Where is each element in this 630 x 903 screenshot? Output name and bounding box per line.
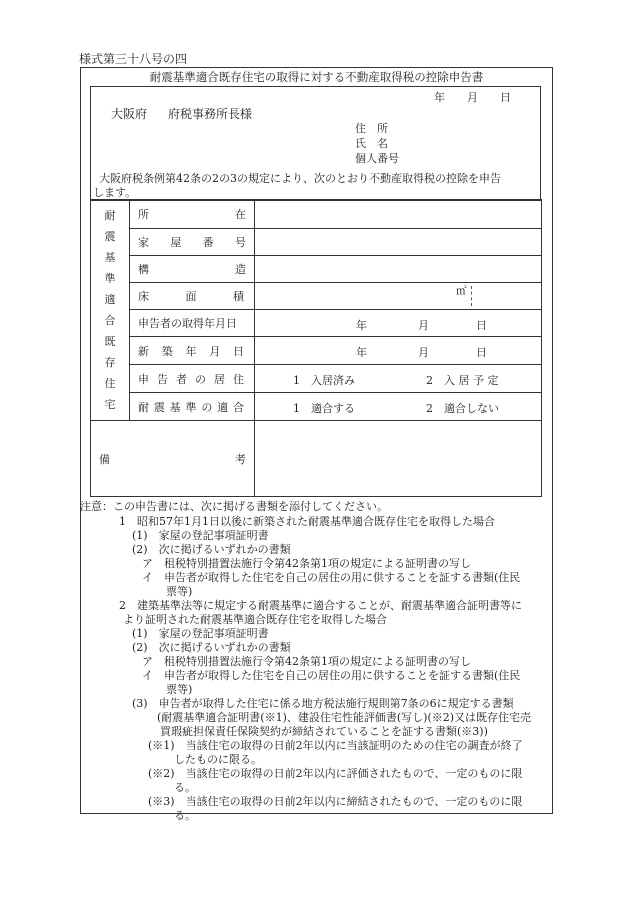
row-label-floor-area (130, 283, 255, 310)
label-char: 新 (138, 344, 149, 358)
label-char: 準 (185, 400, 197, 414)
section-label-char: 耐 (104, 209, 116, 222)
address-field-label[interactable]: 住 所 (355, 122, 388, 135)
label-char: 基 (169, 400, 181, 414)
seismic-compliance-options (255, 393, 542, 421)
row-label-acquisition-date: 申告者の取得年月日 (130, 310, 255, 337)
label-char: 日 (233, 344, 244, 358)
addressee-prefecture: 大阪府 (111, 107, 148, 121)
label-char: 番 (202, 236, 214, 249)
note-line: (1) 家屋の登記事項証明書 (132, 627, 269, 640)
compliance-option-noncompliant[interactable]: 2 適合しない (426, 402, 499, 415)
label-char: 在 (235, 208, 246, 221)
note-line: 買瑕疵担保責任保険契約が締結されていることを証する書類(※3)) (160, 725, 488, 738)
section-label-char: 適 (104, 293, 116, 306)
label-char: 年 (185, 344, 197, 358)
note-heading: 注意：この申告書には、次に掲げる書類を添付してください。 (80, 500, 388, 513)
row-label-location (130, 200, 255, 229)
construction-day-label: 日 (476, 346, 487, 359)
section-label-char: 準 (104, 272, 116, 285)
row-label-structure (130, 256, 255, 283)
label-char: 合 (232, 400, 244, 414)
label-char: 考 (235, 452, 246, 466)
note-line: (2) 次に掲げるいずれかの書類 (132, 543, 291, 556)
residence-option-planned[interactable]: 2 入 居 予 定 (426, 374, 499, 387)
label-char: 床 (138, 290, 149, 303)
label-char: 家 (138, 236, 149, 249)
acquisition-year-label: 年 (356, 319, 367, 332)
remarks-input[interactable] (255, 421, 542, 497)
label-char: 居 (214, 372, 225, 386)
construction-month-label: 月 (418, 346, 429, 359)
label-char: 震 (153, 400, 165, 414)
note-line: (耐震基準適合証明書(※1)、建設住宅性能評価書(写し)(※2)又は既存住宅売 (157, 711, 532, 724)
note-line: したものに限る。 (174, 753, 262, 766)
row-label-floor-area-text (130, 288, 254, 304)
note-line: (2) 次に掲げるいずれかの書類 (132, 641, 291, 654)
note-line: (※3) 当該住宅の取得の日前2年以内に締結されたもので、一定のものに限 (148, 795, 523, 808)
label-char: 適 (217, 400, 229, 414)
label-char: 構 (138, 263, 149, 276)
floor-area-unit: ㎡ (456, 285, 467, 297)
acquisition-day-label: 日 (476, 319, 487, 332)
structure-input[interactable] (255, 256, 542, 283)
section-label-char: 既 (104, 335, 116, 348)
note-line: イ 申告者が取得した住宅を自己の居住の用に供することを証する書類(住民 (142, 571, 521, 584)
note-line: る。 (174, 781, 196, 794)
section-label-seismic-standard-house (91, 200, 130, 421)
note-line: イ 申告者が取得した住宅を自己の居住の用に供することを証する書類(住民 (142, 669, 521, 682)
label-char: 所 (138, 208, 149, 221)
label-char: 面 (185, 290, 197, 303)
note-line: 1 昭和57年1月1日以後に新築された耐震基準適合既存住宅を取得した場合 (119, 515, 495, 528)
note-line: ア 租税特別措置法施行令第42条第1項の規定による証明書の写し (142, 557, 471, 570)
property-details-table (90, 199, 542, 497)
statement-line-2: します。 (93, 186, 137, 199)
house-number-input[interactable] (255, 229, 542, 256)
construction-year-label: 年 (356, 346, 367, 359)
note-line: 票等) (166, 585, 193, 598)
label-char: 屋 (170, 236, 182, 249)
row-label-structure-text (130, 261, 254, 277)
label-char: 築 (161, 344, 173, 358)
note-line: (※1) 当該住宅の取得の日前2年以内に当該証明のための住宅の調査が終了 (148, 739, 523, 752)
row-label-seismic-compliance-text (130, 399, 254, 415)
row-label-seismic-compliance (130, 393, 255, 421)
row-label-house-number (130, 229, 255, 256)
note-line: (1) 家屋の登記事項証明書 (132, 529, 269, 542)
decimal-divider (471, 286, 472, 306)
construction-date-input[interactable] (255, 337, 542, 365)
row-label-house-number-text (130, 234, 254, 250)
row-label-construction-date (130, 337, 255, 365)
statement-line-1: 大阪府税条例第42条の2の3の規定により、次のとおり不動産取得税の控除を申告 (99, 172, 501, 185)
header-box (90, 86, 541, 201)
label-char: 者 (176, 372, 187, 386)
label-char: の (195, 372, 206, 386)
label-char: 号 (234, 236, 246, 249)
label-char: 積 (233, 290, 244, 303)
label-char: 備 (99, 452, 110, 466)
note-line: 票等) (166, 683, 193, 696)
label-char: 住 (233, 372, 244, 386)
section-label-char: 震 (104, 230, 116, 243)
label-char: 月 (209, 344, 221, 358)
form-title: 耐震基準適合既存住宅の取得に対する不動産取得税の控除申告書 (149, 70, 484, 84)
name-field-label[interactable]: 氏 名 (355, 137, 388, 150)
label-char: の (201, 400, 213, 414)
residence-option-moved-in[interactable]: 1 入居済み (293, 374, 355, 387)
section-label-char: 宅 (104, 398, 116, 411)
remarks-label-cell (91, 421, 255, 497)
row-label-residence (130, 365, 255, 393)
section-label-char: 存 (104, 356, 116, 369)
acquisition-month-label: 月 (418, 319, 429, 332)
note-line: 2 建築基準法等に規定する耐震基準に適合することが、耐震基準適合証明書等に (119, 599, 522, 612)
label-char: 申 (138, 372, 149, 386)
date-line[interactable]: 年 月 日 (434, 91, 511, 104)
form-number: 様式第三十八号の四 (79, 52, 188, 66)
location-input[interactable] (255, 200, 542, 229)
label-char: 耐 (138, 400, 149, 414)
acquisition-date-input[interactable] (255, 310, 542, 337)
section-label-char: 基 (104, 251, 116, 264)
note-line: (3) 申告者が取得した住宅に係る地方税法施行規則第7条の6に規定する書類 (132, 697, 514, 710)
row-label-location-text (130, 206, 254, 222)
row-label-residence-text (130, 371, 254, 387)
addressee-office: 府税事務所長様 (168, 107, 253, 121)
label-char: 告 (157, 372, 168, 386)
note-line: る。 (174, 809, 196, 822)
note-line: (※2) 当該住宅の取得の日前2年以内に評価されたもので、一定のものに限 (148, 767, 523, 780)
floor-area-input[interactable] (255, 283, 542, 310)
note-line: より証明された耐震基準適合既存住宅を取得した場合 (123, 613, 387, 626)
individual-number-field-label[interactable]: 個人番号 (355, 152, 399, 165)
section-label-char: 合 (104, 314, 116, 327)
label-char: 造 (235, 263, 246, 276)
row-label-construction-date-text (130, 343, 254, 359)
remarks-label (91, 451, 254, 467)
compliance-option-compliant[interactable]: 1 適合する (293, 402, 355, 415)
note-line: ア 租税特別措置法施行令第42条第1項の規定による証明書の写し (142, 655, 471, 668)
section-label-char: 住 (104, 377, 116, 390)
residence-options (255, 365, 542, 393)
